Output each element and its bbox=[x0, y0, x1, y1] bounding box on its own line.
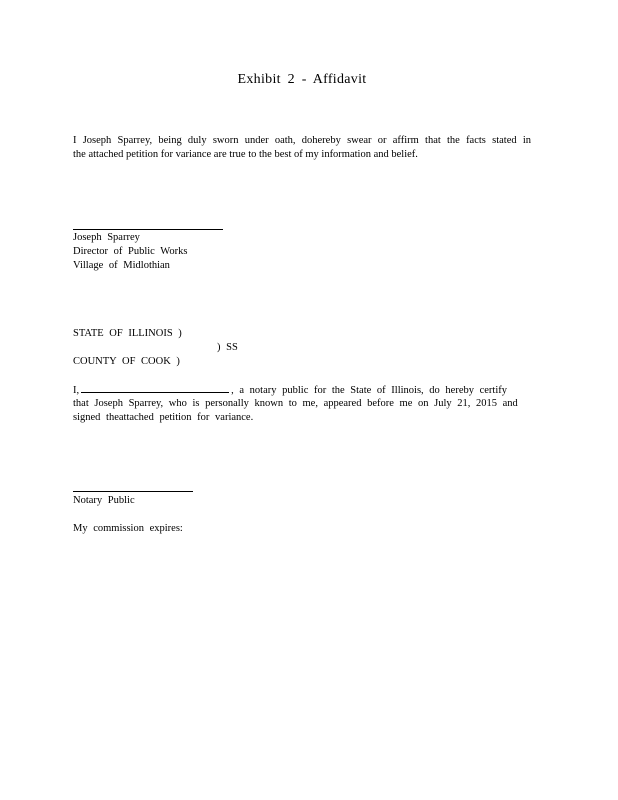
notary-statement-start: I, bbox=[73, 385, 80, 396]
notary-name-blank bbox=[81, 383, 229, 393]
notary-statement-line-2: that Joseph Sparrey, who is personally known to me, appeared before me on July 21, 2015 and bbox=[73, 398, 518, 409]
affidavit-line-1: I Joseph Sparrey, being duly sworn under oath, dohereby swear or affirm that the facts stated in bbox=[73, 135, 531, 146]
affidavit-statement bbox=[73, 134, 531, 162]
affidavit-line-2: the attached petition for variance are true to the best of my information and belief. bbox=[73, 149, 418, 160]
signature-line bbox=[73, 229, 223, 230]
commission-expires-label: My commission expires: bbox=[73, 523, 183, 534]
signatory-title: Director of Public Works bbox=[73, 246, 188, 257]
notary-public-label: Notary Public bbox=[73, 495, 135, 506]
venue-state: STATE OF ILLINOIS ) bbox=[73, 328, 182, 339]
venue-county: COUNTY OF COOK ) bbox=[73, 356, 180, 367]
notary-statement-line-3: signed theattached petition for variance. bbox=[73, 412, 254, 423]
signatory-name: Joseph Sparrey bbox=[73, 232, 140, 243]
venue-ss: ) SS bbox=[217, 342, 238, 353]
notary-statement-line-1 bbox=[73, 383, 507, 398]
notary-signature-line bbox=[73, 491, 193, 492]
signatory-organization: Village of Midlothian bbox=[73, 260, 170, 271]
notary-statement-line-1-rest: , a notary public for the State of Illinois, do hereby certify bbox=[231, 385, 508, 396]
page-title: Exhibit 2 - Affidavit bbox=[237, 72, 367, 87]
